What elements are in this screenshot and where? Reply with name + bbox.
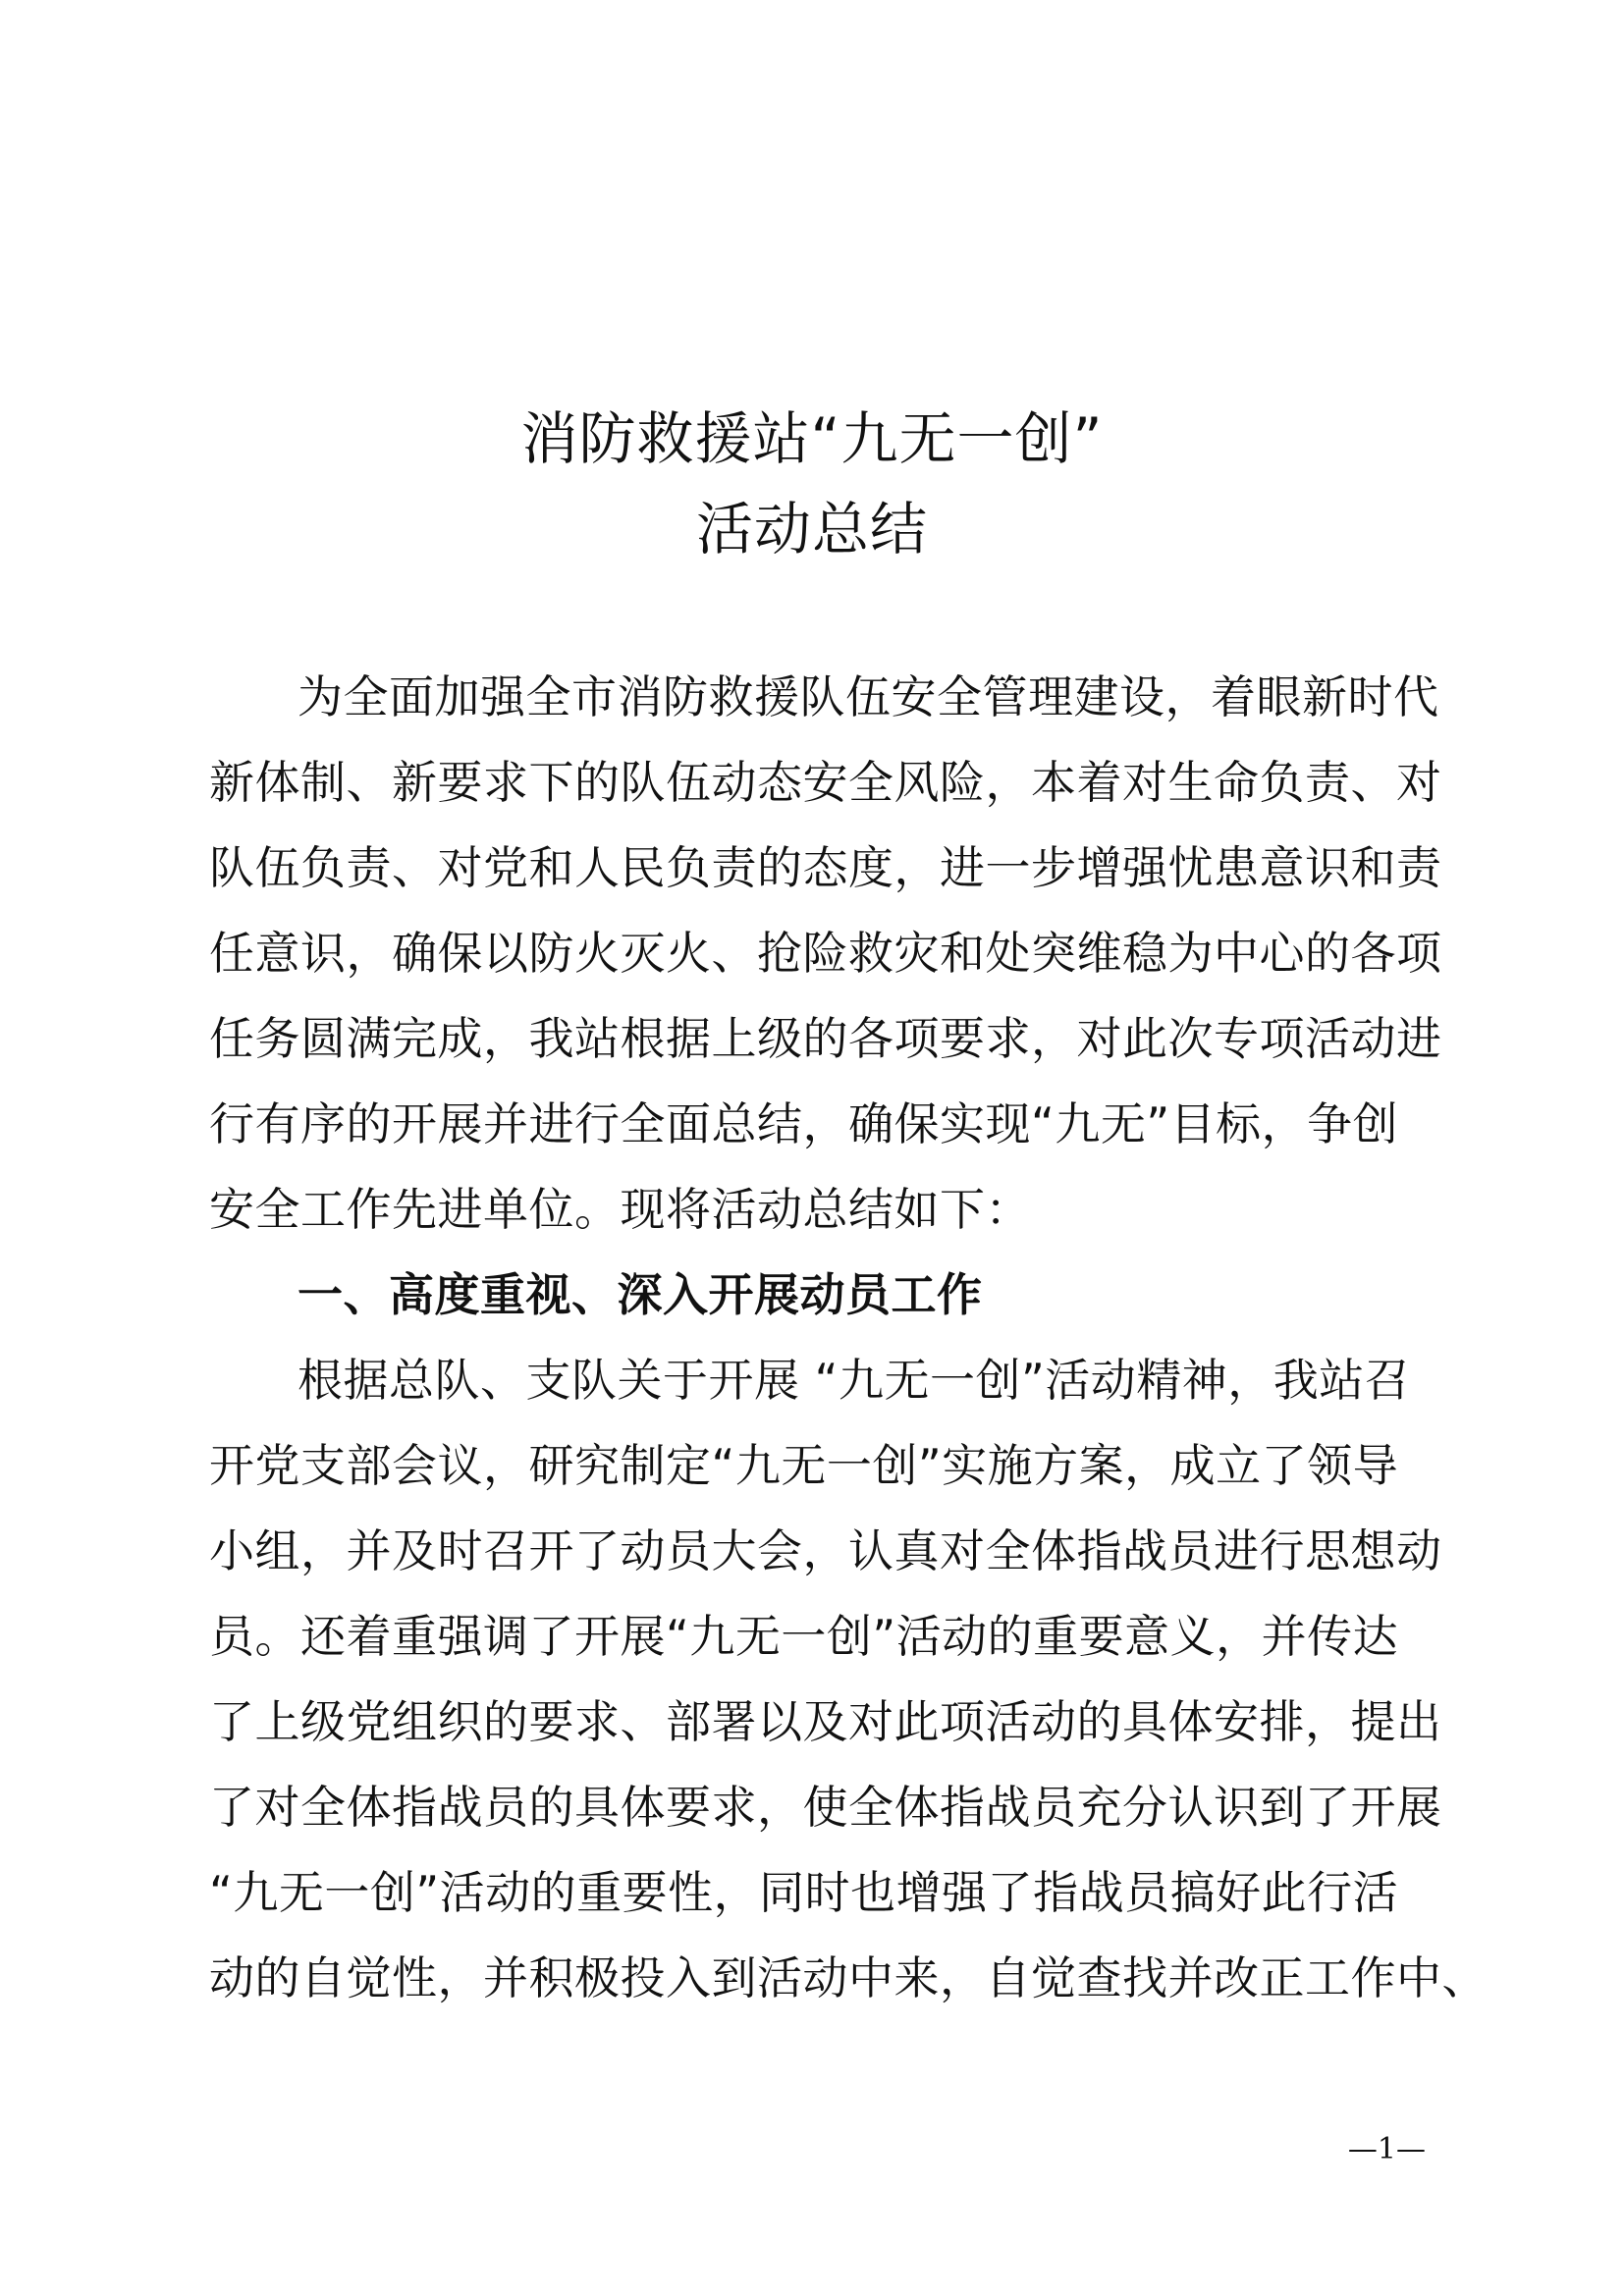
section-heading-1: 一、高度重视、深入开展动员工作 xyxy=(298,1268,983,1321)
paragraph-line: 了上级党组织的要求、部署以及对此项活动的具体安排，提出 xyxy=(209,1695,1442,1748)
paragraph-line: 安全工作先进单位。现将活动总结如下： xyxy=(209,1183,1031,1236)
paragraph-line: 小组，并及时召开了动员大会，认真对全体指战员进行思想动 xyxy=(209,1524,1442,1577)
document-title-line-2: 活动总结 xyxy=(695,496,928,562)
paragraph-line: 任意识，确保以防火灭火、抢险救灾和处突维稳为中心的各项 xyxy=(209,927,1442,980)
paragraph-line: 了对全体指战员的具体要求，使全体指战员充分认识到了开展 xyxy=(209,1781,1442,1834)
paragraph-line: 为全面加强全市消防救援队伍安全管理建设，着眼新时代 xyxy=(298,670,1439,723)
paragraph-line: 开党支部会议，研究制定“九无一创”实施方案，成立了领导 xyxy=(209,1439,1399,1492)
paragraph-line: 队伍负责、对党和人民负责的态度，进一步增强忧患意识和责 xyxy=(209,841,1442,894)
paragraph-line: 任务圆满完成，我站根据上级的各项要求，对此次专项活动进 xyxy=(209,1012,1442,1065)
paragraph-line: 行有序的开展并进行全面总结，确保实现“九无”目标，争创 xyxy=(209,1097,1399,1150)
paragraph-line: 动的自觉性，并积极投入到活动中来，自觉查找并改正工作中、 xyxy=(209,1951,1488,2004)
page-number: —1— xyxy=(1347,2132,1426,2166)
document-title-line-1: 消防救援站“九无一创” xyxy=(520,405,1104,472)
paragraph-line: 根据总队、支队关于开展 “九无一创”活动精神，我站召 xyxy=(298,1354,1411,1407)
paragraph-line: 员。还着重强调了开展“九无一创”活动的重要意义，并传达 xyxy=(209,1610,1399,1663)
paragraph-line: “九无一创”活动的重要性，同时也增强了指战员搞好此行活 xyxy=(209,1866,1399,1919)
paragraph-line: 新体制、新要求下的队伍动态安全风险，本着对生命负责、对 xyxy=(209,756,1442,809)
